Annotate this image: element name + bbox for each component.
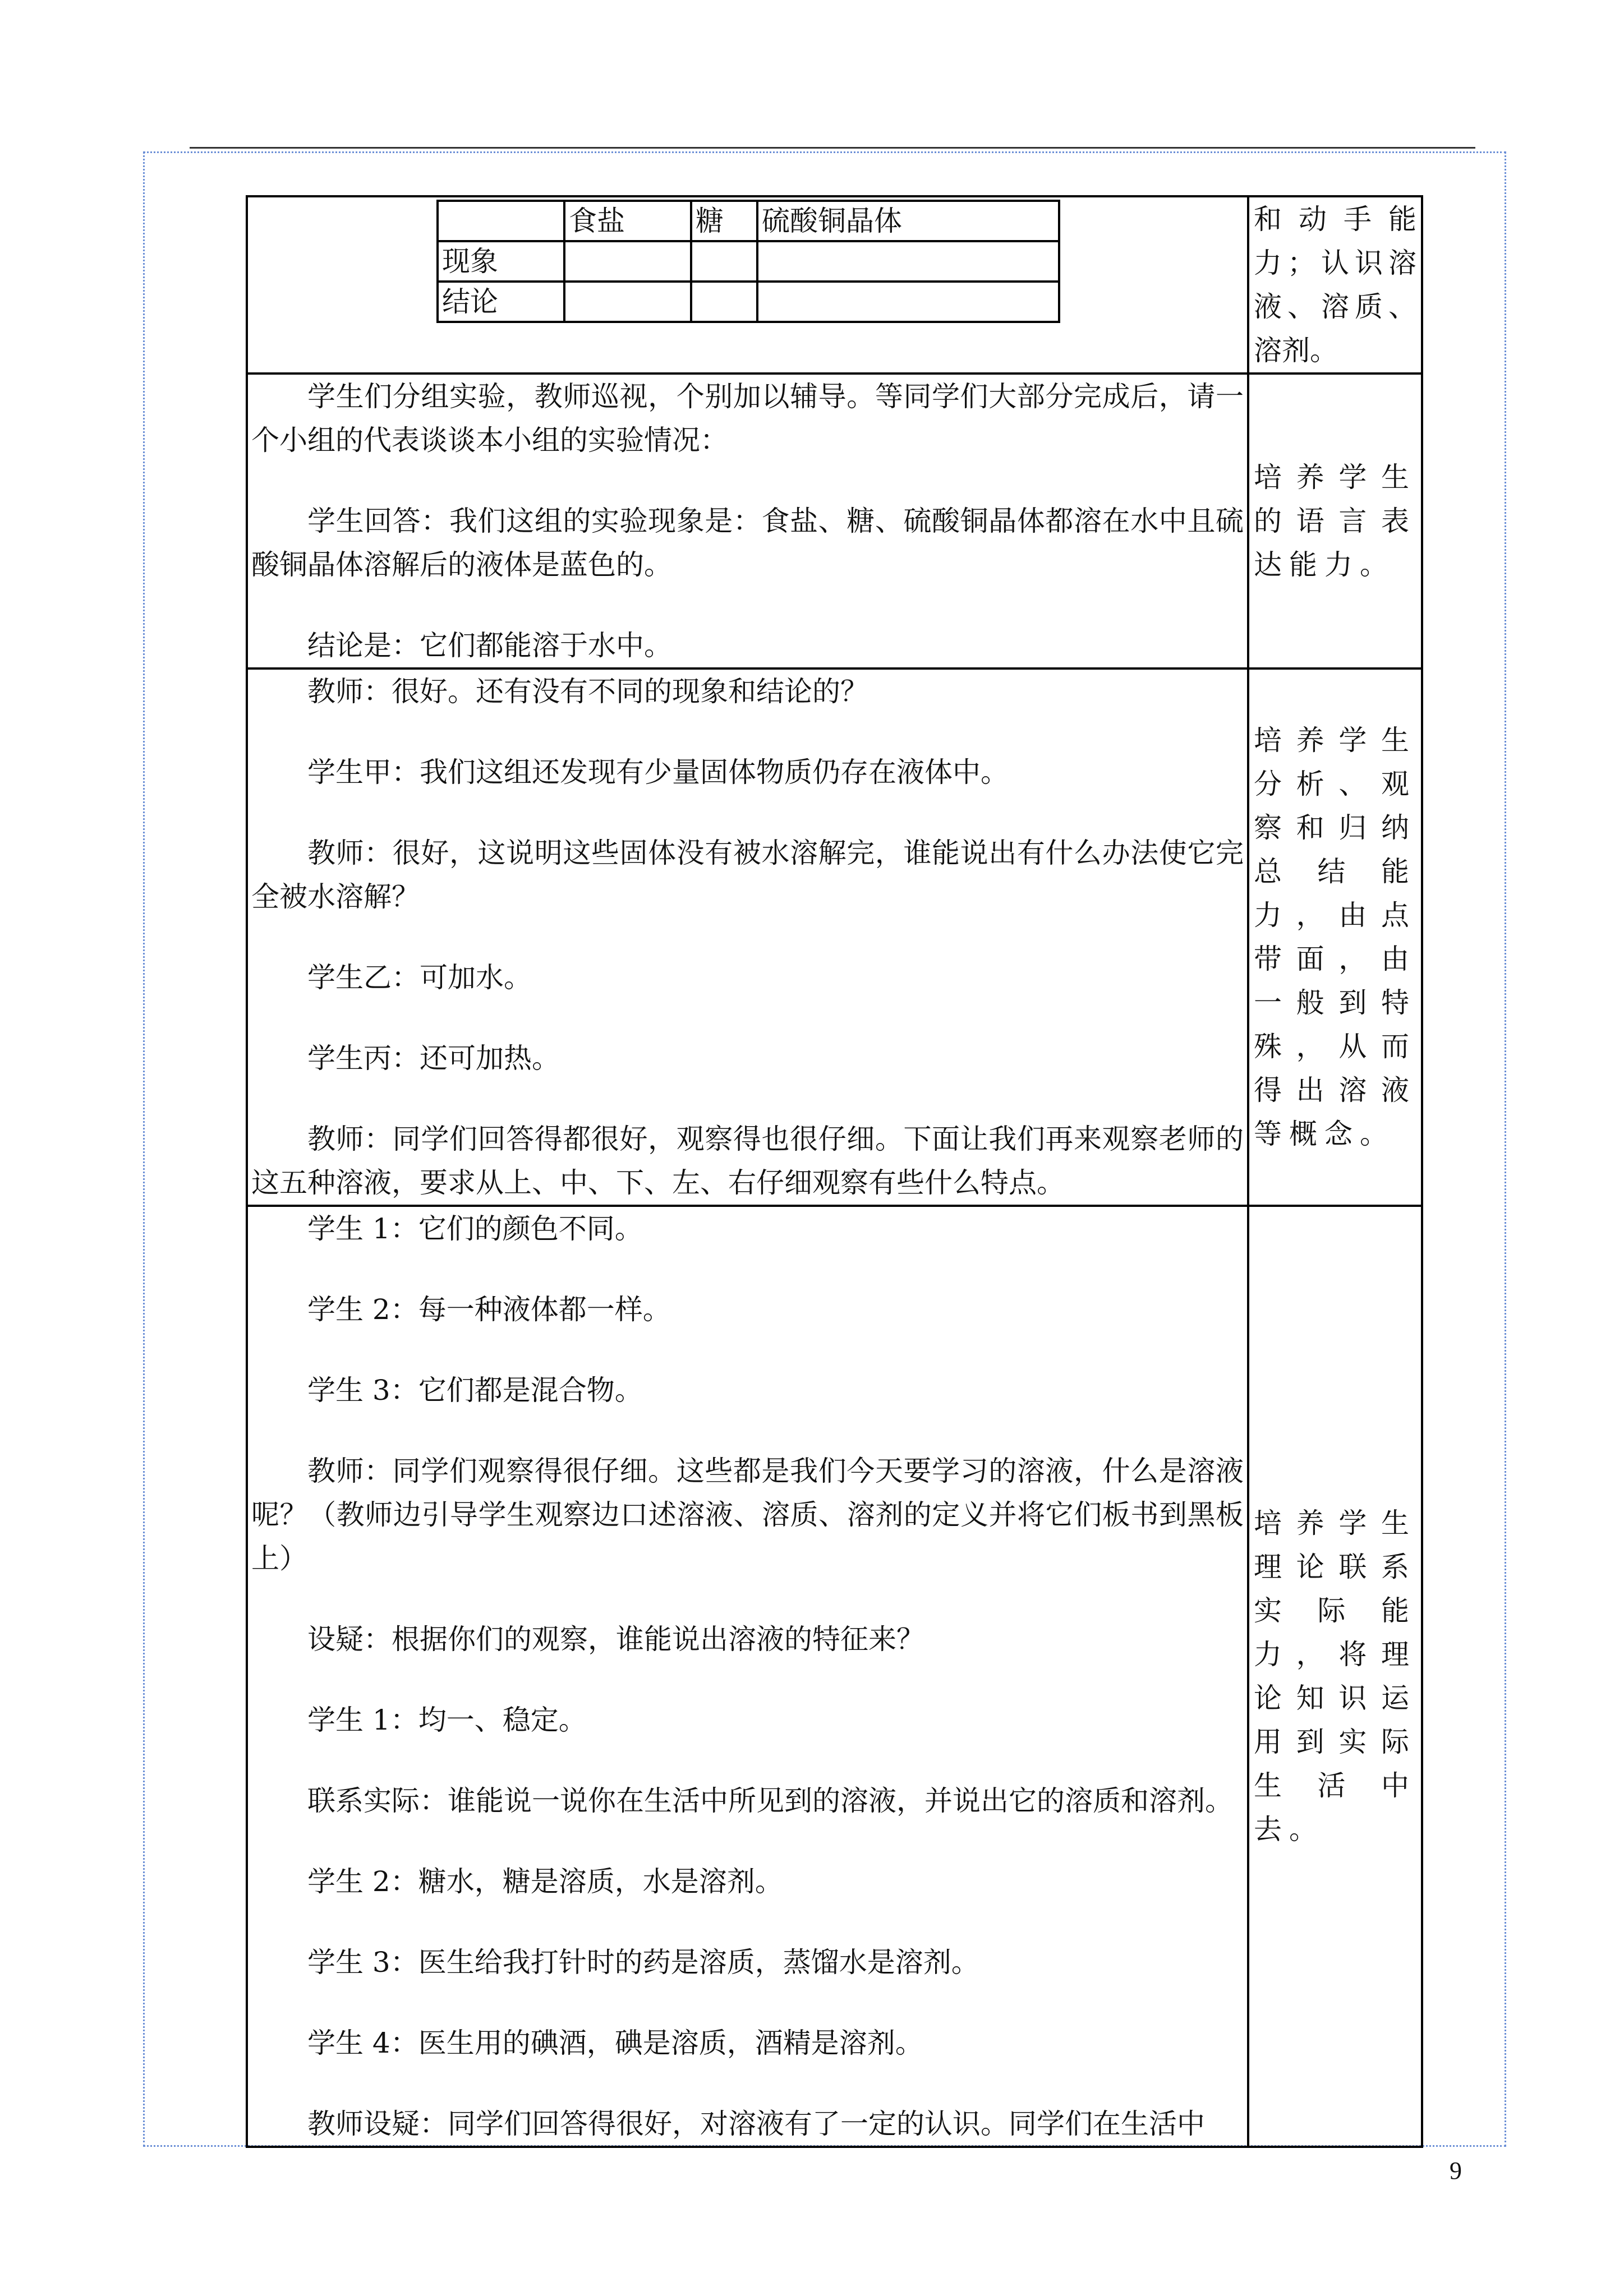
experiment-cell [247,196,1248,374]
teaching-goal-note: 和动手能力；认识溶液、溶质、溶剂。 [1254,203,1416,367]
dialogue-cell [247,668,1248,1206]
dialogue-paragraph: 教师：很好。还有没有不同的现象和结论的？ [307,675,868,708]
note-cell [1248,668,1422,1206]
dialogue-paragraph: 教师设疑：同学们回答得很好，对溶液有了一定的认识。同学们在生活中 [307,2108,1205,2140]
dialogue-paragraph: 学生 2：每一种液体都一样。 [307,1293,671,1326]
dialogue-cell [247,374,1248,668]
experiment-cell-value [757,241,1059,282]
dialogue-paragraph: 学生 4：医生用的碘酒，碘是溶质，酒精是溶剂。 [307,2027,923,2059]
dialogue-paragraph: 学生 1：它们的颜色不同。 [307,1212,643,1245]
dialogue-paragraph: 设疑：根据你们的观察，谁能说出溶液的特征来？ [307,1623,924,1656]
table-row [247,668,1422,1206]
experiment-row-conclusion [438,282,1059,322]
teaching-goal-note: 培养学生分析、观察和归纳总结能力，由点带面，由一般到特殊，从而得出溶液等概念。 [1254,724,1416,1150]
dialogue-paragraph: 学生回答：我们这组的实验现象是：食盐、糖、硫酸铜晶体都溶在水中且硫酸铜晶体溶解后的液体是蓝色的。 [251,505,1244,581]
note-cell [1248,374,1422,668]
dialogue-paragraph: 学生甲：我们这组还发现有少量固体物质仍存在液体中。 [307,756,1009,789]
table-row [247,196,1422,374]
teaching-goal-note: 培养学生理论联系实际能力，将理论知识运用到实际生活中去。 [1254,1507,1416,1846]
experiment-header-row [438,201,1059,241]
experiment-cell-value [691,241,757,282]
experiment-header-salt: 食盐 [564,201,691,241]
note-cell [1248,196,1422,374]
experiment-row-label: 结论 [438,282,564,322]
dialogue-paragraph: 学生们分组实验，教师巡视，个别加以辅导。等同学们大部分完成后，请一个小组的代表谈谈本小组的实验情况： [251,380,1244,457]
page-number: 9 [1450,2157,1462,2184]
teaching-goal-note: 培养学生的语言表达能力。 [1254,461,1416,581]
dialogue-cell [247,1206,1248,2147]
dialogue-paragraph: 学生 3：它们都是混合物。 [307,1374,643,1407]
experiment-cell-value [564,241,691,282]
dialogue-paragraph: 结论是：它们都能溶于水中。 [307,629,672,662]
experiment-header-blank [438,201,564,241]
dialogue-paragraph: 学生 1：均一、稳定。 [307,1704,587,1736]
dialogue-paragraph: 联系实际：谁能说一说你在生活中所见到的溶液，并说出它的溶质和溶剂。 [307,1785,1233,1817]
experiment-cell-value [564,282,691,322]
experiment-cell-value [757,282,1059,322]
dialogue-paragraph: 学生乙：可加水。 [307,961,532,994]
dialogue-paragraph: 教师：很好，这说明这些固体没有被水溶解完，谁能说出有什么办法使它完全被水溶解？ [251,837,1244,913]
experiment-row-label: 现象 [438,241,564,282]
experiment-row-phenomenon [438,241,1059,282]
experiment-header-copper-sulfate: 硫酸铜晶体 [757,201,1059,241]
dialogue-paragraph: 教师：同学们回答得都很好，观察得也很仔细。下面让我们再来观察老师的这五种溶液，要求从上、中、下、左、右仔细观察有些什么特点。 [251,1123,1244,1199]
table-row [247,374,1422,668]
header-rule [190,147,1475,149]
dialogue-paragraph: 学生 2：糖水，糖是溶质，水是溶剂。 [307,1865,783,1898]
experiment-header-sugar: 糖 [691,201,757,241]
table-row [247,1206,1422,2147]
dialogue-paragraph: 学生 3：医生给我打针时的药是溶质，蒸馏水是溶剂。 [307,1946,979,1979]
lesson-table [246,195,1423,2148]
experiment-cell-value [691,282,757,322]
note-cell [1248,1206,1422,2147]
dialogue-paragraph: 教师：同学们观察得很仔细。这些都是我们今天要学习的溶液，什么是溶液呢？（教师边引导学生观察边口述溶液、溶质、溶剂的定义并将它们板书到黑板上） [251,1455,1244,1575]
dialogue-paragraph: 学生丙：还可加热。 [307,1042,560,1075]
experiment-table [436,200,1060,323]
